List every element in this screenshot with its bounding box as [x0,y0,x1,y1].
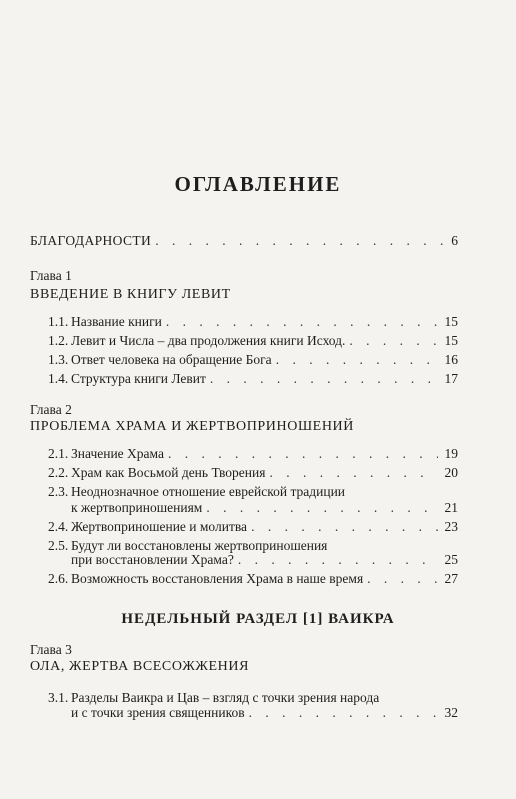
toc-entry-text: Жертвоприношение и молитва [71,519,248,534]
toc-page-number: 6 [451,233,458,248]
dot-leader [238,552,438,568]
toc-entry-text-line1[interactable] [48,484,345,500]
toc-entry-text-line1[interactable] [48,690,379,706]
toc-entry[interactable] [48,371,458,387]
toc-entry[interactable] [48,314,458,330]
chapter-3-label: Глава 3 [30,642,72,657]
toc-entry[interactable] [48,571,458,587]
toc-entry[interactable] [71,705,458,721]
dot-leader [276,352,438,368]
toc-entry[interactable] [48,333,458,349]
dot-leader [251,519,438,535]
toc-entry-text-line2: к жертвоприношениям [71,500,203,515]
chapter-1-label: Глава 1 [30,268,72,283]
toc-entry-text-line2: и с точки зрения священников [71,705,245,720]
toc-entry-text: Левит и Числа – два продолжения книги Исход. [71,333,346,348]
dot-leader [155,233,446,249]
dot-leader [249,705,438,721]
toc-entry-acknowledgements[interactable] [30,233,458,249]
weekly-section-heading[interactable]: НЕДЕЛЬНЫЙ РАЗДЕЛ [1] ВАИКРА [121,611,395,627]
toc-page-number: 19 [444,446,458,461]
toc-entry-text: Возможность восстановления Храма в наше время [71,571,364,586]
toc-entry-number: 3.1. [48,690,69,705]
chapter-2-label: Глава 2 [30,402,72,417]
toc-entry-number: 2.2. [48,465,69,480]
toc-page-number: 21 [444,500,458,515]
toc-entry-number: 1.2. [48,333,69,348]
toc-entry-number: 1.3. [48,352,69,367]
toc-entry-number: 1.1. [48,314,69,329]
toc-entry-text: Структура книги Левит [71,371,206,386]
toc-entry-text: Разделы Ваикра и Цав – взгляд с точки зрения народа [71,690,380,705]
toc-entry-text: Ответ человека на обращение Бога [71,352,272,367]
dot-leader [210,371,438,387]
toc-page-number: 15 [444,333,458,348]
chapter-2-title[interactable]: ПРОБЛЕМА ХРАМА И ЖЕРТВОПРИНОШЕНИЙ [30,419,354,434]
toc-entry[interactable] [48,352,458,368]
toc-entry-number: 2.5. [48,538,69,553]
toc-page-number: 16 [444,352,458,367]
toc-entry-text: Будут ли восстановлены жертвоприношения [71,538,328,553]
dot-leader [166,314,438,330]
toc-entry-text-line2: при восстановлении Храма? [71,552,234,567]
toc-entry-text: Храм как Восьмой день Творения [71,465,266,480]
toc-entry-text: Название книги [71,314,162,329]
toc-entry-text: Неоднозначное отношение еврейской традиции [71,484,346,499]
dot-leader [168,446,438,462]
toc-entry[interactable] [48,446,458,462]
toc-entry-number: 2.4. [48,519,69,534]
toc-entry[interactable] [48,519,458,535]
dot-leader [206,500,438,516]
toc-entry-number: 2.3. [48,484,69,499]
toc-entry-number: 1.4. [48,371,69,386]
page-title: ОГЛАВЛЕНИЕ [174,172,342,196]
toc-entry[interactable] [71,500,458,516]
chapter-3-title[interactable]: ОЛА, ЖЕРТВА ВСЕСОЖЖЕНИЯ [30,659,250,674]
toc-entry-text: Значение Храма [71,446,164,461]
toc-entry[interactable] [71,552,458,568]
toc-page-number: 27 [444,571,458,586]
toc-entry-label: БЛАГОДАРНОСТИ [30,233,152,248]
toc-page-number: 25 [444,552,458,567]
toc-page-number: 17 [444,371,458,386]
toc-page-number: 15 [444,314,458,329]
dot-leader [367,571,438,587]
toc-page-number: 23 [444,519,458,534]
toc-entry-number: 2.1. [48,446,69,461]
toc-page-number: 20 [444,465,458,480]
toc-page-number: 32 [444,705,458,720]
dot-leader [349,333,438,349]
chapter-1-title[interactable]: ВВЕДЕНИЕ В КНИГУ ЛЕВИТ [30,287,231,302]
toc-entry-number: 2.6. [48,571,69,586]
toc-entry[interactable] [48,465,458,481]
dot-leader [269,465,438,481]
